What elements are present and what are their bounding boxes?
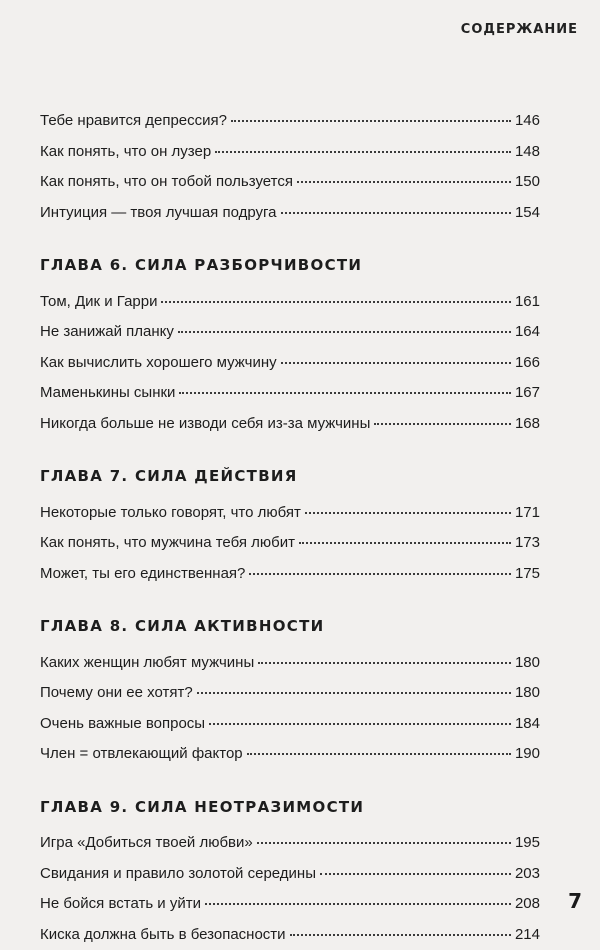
dot-leader (205, 903, 511, 905)
toc-entry (40, 317, 540, 348)
toc-entry-title: Не бойся встать и уйти (40, 889, 201, 920)
toc-entry-page: 184 (515, 709, 540, 740)
toc-entry-title: Очень важные вопросы (40, 709, 205, 740)
toc-entry-page: 154 (515, 198, 540, 229)
toc-entry-title: Каких женщин любят мужчины (40, 648, 254, 679)
toc-entry-page: 180 (515, 648, 540, 679)
toc-entry-title: Интуиция — твоя лучшая подруга (40, 198, 277, 229)
dot-leader (179, 392, 511, 394)
toc-entry (40, 409, 540, 440)
dot-leader (247, 753, 511, 755)
toc-entry-title: Том, Дик и Гарри (40, 287, 157, 318)
dot-leader (281, 362, 511, 364)
chapter-heading: ГЛАВА 7. СИЛА ДЕЙСТВИЯ (40, 461, 540, 492)
toc-entry (40, 106, 540, 137)
toc-entry-title: Тебе нравится депрессия? (40, 106, 227, 137)
toc-entry-page: 190 (515, 739, 540, 770)
toc-entry (40, 528, 540, 559)
toc-entry (40, 287, 540, 318)
toc-entry (40, 559, 540, 590)
toc-entry-title: Как понять, что мужчина тебя любит (40, 528, 295, 559)
toc-entry (40, 709, 540, 740)
toc-entry-title: Почему они ее хотят? (40, 678, 193, 709)
dot-leader (374, 423, 511, 425)
dot-leader (257, 842, 511, 844)
table-of-contents (40, 106, 540, 950)
toc-entry-page: 175 (515, 559, 540, 590)
toc-entry-page: 168 (515, 409, 540, 440)
toc-entry-title: Не занижай планку (40, 317, 174, 348)
toc-entry-title: Как вычислить хорошего мужчину (40, 348, 277, 379)
toc-entry (40, 920, 540, 950)
dot-leader (209, 723, 511, 725)
toc-entry (40, 678, 540, 709)
page-number: 7 (568, 889, 582, 913)
toc-entry-title: Никогда больше не изводи себя из-за мужчины (40, 409, 370, 440)
toc-entry (40, 739, 540, 770)
toc-entry (40, 137, 540, 168)
dot-leader (290, 934, 511, 936)
toc-entry-page: 195 (515, 828, 540, 859)
toc-entry-title: Маменькины сынки (40, 378, 175, 409)
toc-entry-page: 166 (515, 348, 540, 379)
toc-entry (40, 378, 540, 409)
toc-entry (40, 167, 540, 198)
chapter-heading: ГЛАВА 9. СИЛА НЕОТРАЗИМОСТИ (40, 792, 540, 823)
toc-entry-page: 214 (515, 920, 540, 950)
dot-leader (197, 692, 511, 694)
chapter-heading: ГЛАВА 6. СИЛА РАЗБОРЧИВОСТИ (40, 250, 540, 281)
toc-entry-page: 208 (515, 889, 540, 920)
toc-entry-page: 173 (515, 528, 540, 559)
dot-leader (281, 212, 511, 214)
toc-entry-page: 148 (515, 137, 540, 168)
toc-entry-page: 167 (515, 378, 540, 409)
running-head: СОДЕРЖАНИЕ (461, 22, 578, 37)
toc-entry (40, 828, 540, 859)
toc-entry-title: Может, ты его единственная? (40, 559, 245, 590)
toc-entry-title: Как понять, что он тобой пользуется (40, 167, 293, 198)
dot-leader (258, 662, 511, 664)
dot-leader (161, 301, 510, 303)
toc-entry (40, 498, 540, 529)
toc-entry-page: 164 (515, 317, 540, 348)
toc-entry-title: Киска должна быть в безопасности (40, 920, 286, 950)
dot-leader (178, 331, 511, 333)
dot-leader (299, 542, 511, 544)
dot-leader (320, 873, 511, 875)
toc-entry-page: 203 (515, 859, 540, 890)
toc-entry (40, 889, 540, 920)
toc-entry (40, 198, 540, 229)
toc-entry-page: 180 (515, 678, 540, 709)
toc-entry-title: Как понять, что он лузер (40, 137, 211, 168)
chapter-heading: ГЛАВА 8. СИЛА АКТИВНОСТИ (40, 611, 540, 642)
dot-leader (231, 120, 511, 122)
toc-entry-title: Некоторые только говорят, что любят (40, 498, 301, 529)
toc-entry-page: 171 (515, 498, 540, 529)
dot-leader (297, 181, 511, 183)
dot-leader (215, 151, 511, 153)
toc-entry (40, 348, 540, 379)
toc-entry (40, 648, 540, 679)
dot-leader (249, 573, 511, 575)
dot-leader (305, 512, 511, 514)
toc-entry-page: 146 (515, 106, 540, 137)
toc-entry-title: Игра «Добиться твоей любви» (40, 828, 253, 859)
toc-entry (40, 859, 540, 890)
toc-entry-title: Свидания и правило золотой середины (40, 859, 316, 890)
toc-entry-title: Член = отвлекающий фактор (40, 739, 243, 770)
toc-entry-page: 161 (515, 287, 540, 318)
toc-entry-page: 150 (515, 167, 540, 198)
